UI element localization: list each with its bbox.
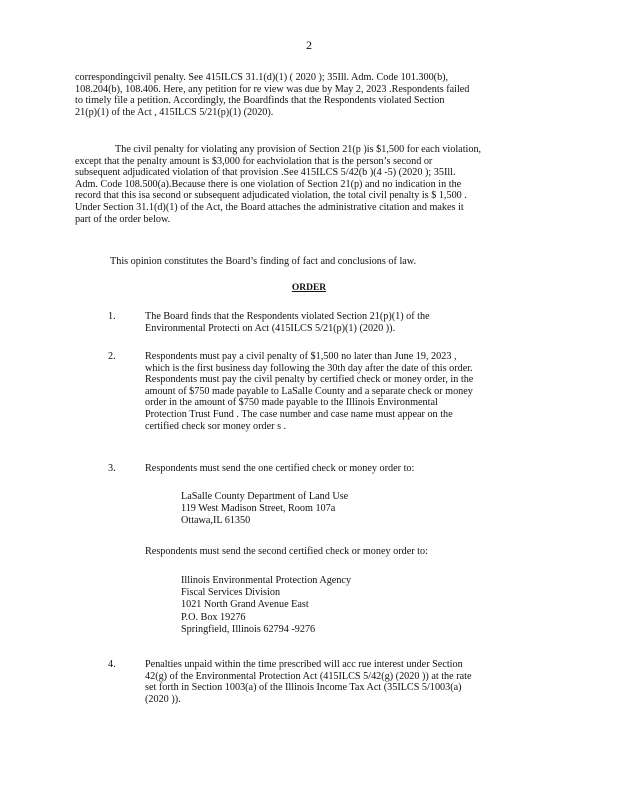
item-body: [145, 351, 540, 432]
item-body: [145, 659, 540, 705]
text-line: 42(g) of the Environmental Protection Act (415ILCS 5/42(g) (2020 )) at the rate: [145, 670, 472, 682]
paragraph-civil-penalty: [75, 144, 535, 225]
text-line: order in the amount of $750 made payable to the Illinois Environmental: [145, 397, 438, 409]
text-line: Under Section 31.1(d)(1) of the Act, the Board attaches the administrative citation and makes it: [75, 201, 464, 213]
text-line: (2020 )).: [145, 693, 181, 705]
text-line: 21(p)(1) of the Act , 415ILCS 5/21(p)(1) (2020).: [75, 106, 274, 118]
text-line: Protection Trust Fund . The case number and case name must appear on the: [145, 408, 453, 420]
item-number: 1.: [108, 311, 116, 322]
text-line: correspondingcivil penalty. See 415ILCS 31.1(d)(1) ( 2020 ); 35Ill. Adm. Code 101.300(b),: [75, 72, 449, 83]
address-line: P.O. Box 19276: [181, 611, 246, 623]
item-body: [145, 463, 540, 475]
text-line: The civil penalty for violating any provision of Section 21(p )is $1,500 for each violation,: [115, 144, 482, 155]
text-line: amount of $750 made payable to LaSalle County and a separate check or money: [145, 385, 473, 397]
text-line: This opinion constitutes the Board’s finding of fact and conclusions of law.: [110, 256, 417, 267]
address-line: Illinois Environmental Protection Agency: [181, 575, 352, 586]
address-illinois-epa: [181, 575, 351, 636]
order-heading: [0, 283, 618, 293]
address-line: Ottawa,IL 61350: [181, 515, 251, 527]
text-line: The Board finds that the Respondents violated Section 21(p)(1) of the: [145, 311, 430, 322]
address-lasalle-county: [181, 491, 348, 528]
text-line: part of the order below.: [75, 213, 171, 225]
text-line: subsequent adjudicated violation of that provision .See 415ILCS 5/42(b )(4 -5) (2020 ); 35Ill.: [75, 167, 456, 179]
paragraph-opinion: [110, 256, 570, 268]
text-line: Respondents must pay the civil penalty by certified check or money order, in the: [145, 374, 474, 386]
paragraph-penalty-intro: [75, 72, 535, 118]
item-number: 2.: [108, 351, 116, 362]
second-check-instruction: Respondents must send the second certified check or money order to:: [145, 546, 428, 557]
text-line: Respondents must pay a civil penalty of $1,500 no later than June 19, 2023 ,: [145, 351, 457, 362]
address-line: LaSalle County Department of Land Use: [181, 491, 349, 502]
address-line: 119 West Madison Street, Room 107a: [181, 503, 336, 515]
page-number: 2: [306, 38, 312, 52]
text-line: Environmental Protecti on Act (415ILCS 5/21(p)(1) (2020 )).: [145, 322, 396, 334]
text-line: except that the penalty amount is $3,000 for eachviolation that is the person’s second or: [75, 155, 433, 167]
address-line: 1021 North Grand Avenue East: [181, 599, 309, 611]
address-line: Fiscal Services Division: [181, 587, 281, 599]
address-line: Springfield, Illinois 62794 -9276: [181, 623, 316, 635]
text-line: to timely file a petition. Accordingly, the Boardfinds that the Respondents violated Section: [75, 95, 445, 107]
text-line: set forth in Section 1003(a) of the Illinois Income Tax Act (35ILCS 5/1003(a): [145, 682, 462, 694]
item-body: [145, 311, 540, 334]
text-line: which is the first business day following the 30th day after the date of this order.: [145, 362, 473, 374]
item-number: 4.: [108, 659, 116, 670]
text-line: 108.204(b), 108.406. Here, any petition for re view was due by May 2, 2023 .Respondents failed: [75, 83, 470, 95]
text-line: Adm. Code 108.500(a).Because there is one violation of Section 21(p) and no indication in the: [75, 178, 462, 190]
text-line: record that this isa second or subsequent adjudicated violation, the total civil penalty is $ 1,500 .: [75, 190, 467, 202]
text-line: certified check sor money order s .: [145, 420, 287, 432]
text-line: Penalties unpaid within the time prescribed will acc rue interest under Section: [145, 659, 463, 670]
order-heading-text: ORDER: [291, 283, 327, 293]
text-line: Respondents must send the one certified check or money order to:: [145, 463, 415, 474]
item-number: 3.: [108, 463, 116, 474]
